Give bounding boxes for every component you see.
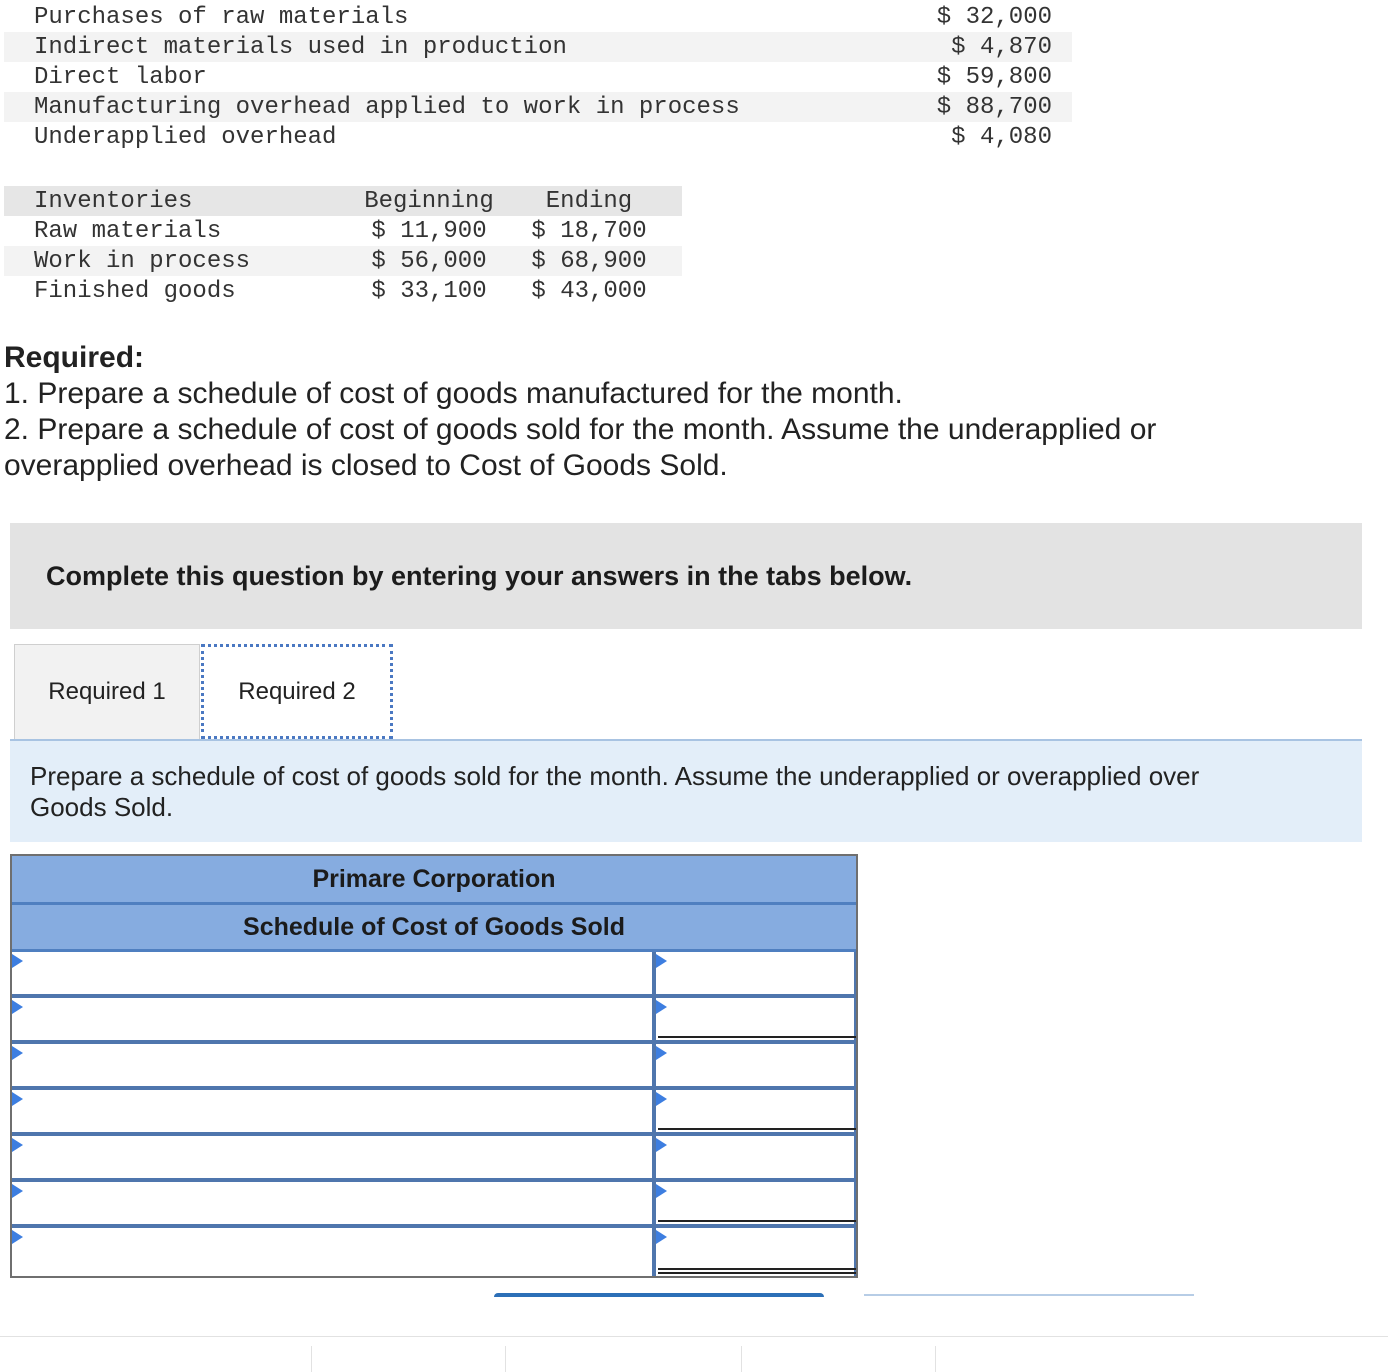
dropdown-indicator-icon (656, 1000, 667, 1014)
beginning-header: Beginning (364, 187, 494, 215)
ending-header: Ending (545, 187, 633, 215)
inventories-header-row (4, 186, 682, 216)
schedule-row (12, 1136, 856, 1182)
dropdown-indicator-icon (12, 1138, 23, 1152)
cost-label: Indirect materials used in production (34, 33, 567, 61)
table-row (4, 276, 682, 306)
cost-amount: $ 88,700 (936, 93, 1052, 121)
cost-amount: $ 59,800 (936, 63, 1052, 91)
line-item-cell[interactable] (12, 1044, 656, 1086)
double-total-rule (658, 1272, 856, 1274)
footer-separator (311, 1346, 312, 1372)
required-section (4, 340, 1264, 484)
line-item-select[interactable] (12, 1228, 652, 1276)
cost-row (4, 62, 1072, 92)
tab-panel-instructions (10, 739, 1362, 842)
inventory-ending: $ 18,700 (531, 217, 647, 245)
footer-separator (505, 1346, 506, 1372)
amount-cell[interactable] (656, 998, 856, 1040)
dropdown-indicator-icon (12, 1000, 23, 1014)
inventory-beginning: $ 33,100 (371, 277, 487, 305)
cost-label: Direct labor (34, 63, 207, 91)
footer-divider (0, 1336, 1388, 1337)
tab-required-1[interactable] (14, 644, 200, 739)
subtotal-rule (658, 1036, 856, 1038)
dropdown-indicator-icon (656, 1184, 667, 1198)
dropdown-indicator-icon (656, 954, 667, 968)
cost-label: Underapplied overhead (34, 123, 337, 151)
amount-input[interactable] (656, 1182, 854, 1224)
inventory-beginning: $ 56,000 (371, 247, 487, 275)
tab-panel-line-2: Goods Sold. (30, 792, 174, 822)
line-item-select[interactable] (12, 1182, 652, 1224)
tab-panel-line-1: Prepare a schedule of cost of goods sold for the month. Assume the underapplied or overapplied over (30, 761, 1200, 791)
dropdown-indicator-icon (656, 1230, 667, 1244)
cost-data-table (4, 2, 1072, 152)
amount-input[interactable] (656, 998, 854, 1040)
schedule-row (12, 1044, 856, 1090)
inventory-label: Finished goods (34, 277, 236, 305)
subtotal-rule (658, 1220, 856, 1222)
line-item-cell[interactable] (12, 1228, 656, 1276)
amount-cell[interactable] (656, 952, 856, 994)
line-item-select[interactable] (12, 1090, 652, 1132)
line-item-select[interactable] (12, 1044, 652, 1086)
table-row (4, 216, 682, 246)
line-item-cell[interactable] (12, 998, 656, 1040)
prev-tab-button[interactable] (494, 1293, 824, 1297)
cost-row (4, 122, 1072, 152)
instruction-text: Complete this question by entering your answers in the tabs below. (46, 560, 913, 591)
inventories-header: Inventories (34, 187, 193, 215)
schedule-row (12, 952, 856, 998)
amount-input[interactable] (656, 1044, 854, 1086)
inventories-table (4, 186, 682, 306)
dropdown-indicator-icon (656, 1092, 667, 1106)
cost-row (4, 32, 1072, 62)
amount-input[interactable] (656, 1090, 854, 1132)
line-item-select[interactable] (12, 1136, 652, 1178)
required-title: Required: (4, 341, 145, 374)
dropdown-indicator-icon (12, 1184, 23, 1198)
tab-label: Required 1 (48, 678, 166, 705)
company-name: Primare Corporation (312, 864, 556, 893)
cost-amount: $ 4,870 (951, 33, 1052, 61)
dropdown-indicator-icon (656, 1138, 667, 1152)
line-item-cell[interactable] (12, 1136, 656, 1178)
amount-cell[interactable] (656, 1090, 856, 1132)
cost-row (4, 2, 1072, 32)
line-item-cell[interactable] (12, 1182, 656, 1224)
required-item-1: 1. Prepare a schedule of cost of goods manufactured for the month. (4, 377, 903, 410)
amount-cell[interactable] (656, 1044, 856, 1086)
required-item-2-line-2: overapplied overhead is closed to Cost of Goods Sold. (4, 449, 728, 482)
inventory-beginning: $ 11,900 (371, 217, 487, 245)
dropdown-indicator-icon (12, 1092, 23, 1106)
inventory-ending: $ 68,900 (531, 247, 647, 275)
schedule-company (12, 856, 856, 905)
schedule-title-text: Schedule of Cost of Goods Sold (243, 912, 625, 941)
tab-required-2[interactable] (201, 644, 393, 739)
subtotal-rule (658, 1128, 856, 1130)
dropdown-indicator-icon (12, 954, 23, 968)
amount-input[interactable] (656, 952, 854, 994)
schedule-title (12, 905, 856, 952)
double-total-rule (658, 1268, 856, 1270)
cost-label: Manufacturing overhead applied to work in process (34, 93, 740, 121)
next-tab-button[interactable] (864, 1294, 1194, 1296)
dropdown-indicator-icon (12, 1230, 23, 1244)
line-item-select[interactable] (12, 998, 652, 1040)
tab-label: Required 2 (238, 677, 356, 705)
inventory-ending: $ 43,000 (531, 277, 647, 305)
inventory-label: Work in process (34, 247, 251, 275)
dropdown-indicator-icon (656, 1046, 667, 1060)
line-item-cell[interactable] (12, 1090, 656, 1132)
table-row (4, 246, 682, 276)
cost-amount: $ 4,080 (951, 123, 1052, 151)
amount-cell[interactable] (656, 1182, 856, 1224)
cost-label: Purchases of raw materials (34, 3, 409, 31)
amount-cell[interactable] (656, 1136, 856, 1178)
cost-amount: $ 32,000 (936, 3, 1052, 31)
instruction-banner (10, 523, 1362, 629)
required-item-2-line-1: 2. Prepare a schedule of cost of goods sold for the month. Assume the underapplied or (4, 413, 1157, 446)
cogs-schedule (10, 854, 858, 1278)
dropdown-indicator-icon (12, 1046, 23, 1060)
footer-separator (741, 1346, 742, 1372)
inventory-label: Raw materials (34, 217, 222, 245)
line-item-select[interactable] (12, 952, 652, 994)
footer-separator (935, 1346, 936, 1372)
amount-input[interactable] (656, 1136, 854, 1178)
line-item-cell[interactable] (12, 952, 656, 994)
cost-row (4, 92, 1072, 122)
